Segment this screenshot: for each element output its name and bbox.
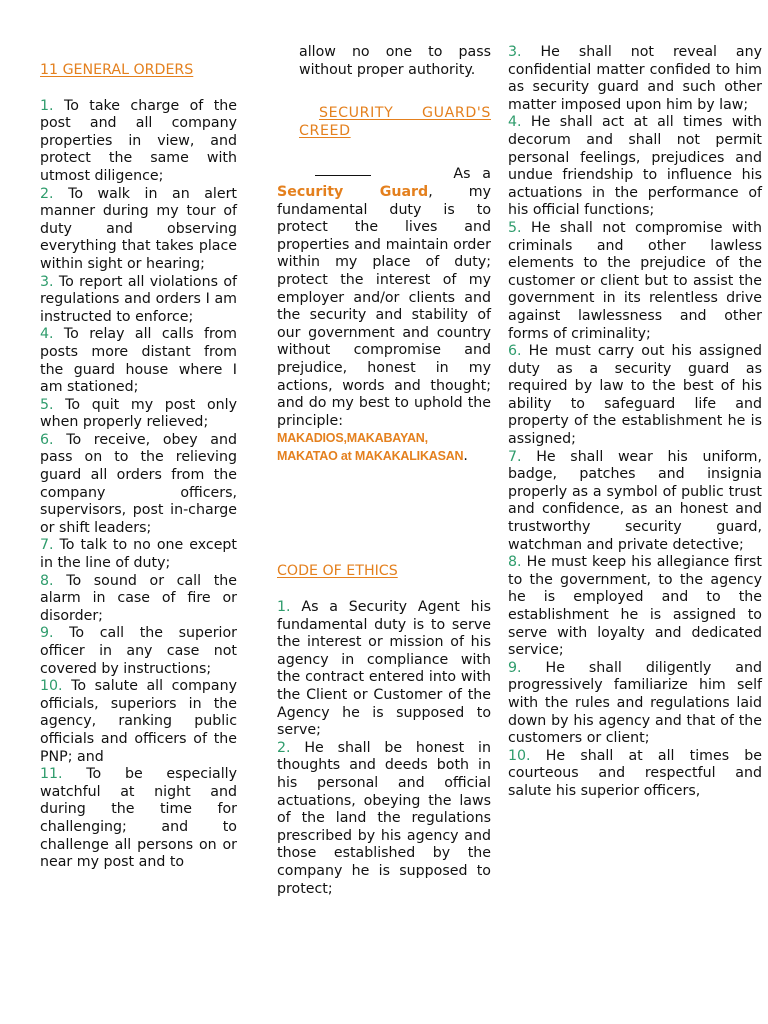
creed-principle: MAKADIOS,MAKABAYAN, MAKATAO at MAKAKALIKASAN. <box>277 431 468 464</box>
item-number: 6. <box>40 431 54 448</box>
list-item <box>508 748 762 801</box>
list-item <box>508 220 762 343</box>
list-item <box>40 432 237 538</box>
list-item <box>508 114 762 220</box>
item-text: To take charge of the post and all company properties in view, and protect the same with utmost diligence; <box>40 97 237 184</box>
item-number: 1. <box>277 599 291 616</box>
item-number: 8. <box>508 554 522 571</box>
list-item <box>508 44 762 114</box>
item-text: To report all violations of regulations and orders I am instructed to enforce; <box>40 273 237 325</box>
item-text: He shall not reveal any confidential matter confided to him as security guard and such other matter imposed upon him by law; <box>508 44 762 113</box>
item-text: To talk to no one except in the line of duty; <box>40 537 237 572</box>
list-item <box>40 537 237 572</box>
list-item <box>40 326 237 396</box>
item-number: 5. <box>40 396 54 413</box>
item-number: 6. <box>508 343 522 360</box>
item-number: 7. <box>508 448 522 465</box>
item-number: 4. <box>508 114 522 131</box>
item-number: 10. <box>40 678 63 695</box>
item-text: He shall wear his uniform, badge, patches and insignia properly as a symbol of public trust and confidence, as an honest and trustworthy security guard, watchman and private detective; <box>508 448 762 553</box>
list-item <box>40 625 237 678</box>
item-text: He must carry out his assigned duty as a security guard as required by law to the best of his ability to safeguard life and property of the establishment he is assigned; <box>508 343 762 448</box>
code-of-ethics-list-part1 <box>277 599 491 898</box>
item-text: He shall at all times be courteous and respectful and salute his superior officers, <box>508 747 762 799</box>
item-number: 7. <box>40 537 54 554</box>
list-item <box>40 766 237 872</box>
list-item <box>277 599 491 740</box>
item-number: 9. <box>40 625 54 642</box>
list-item <box>40 397 237 432</box>
item-number: 11. <box>40 766 63 783</box>
item-number: 4. <box>40 326 54 343</box>
list-item <box>40 573 237 626</box>
list-item <box>508 449 762 555</box>
item-text: He must keep his allegiance first to the government, to the agency he is employed and to the establishment he is assigned to serve with loyalty and dedicated service; <box>508 554 762 659</box>
list-item <box>508 343 762 449</box>
list-item <box>40 678 237 766</box>
code-of-ethics-heading: CODE OF ETHICS <box>277 563 398 580</box>
list-item <box>277 740 491 898</box>
item-number: 8. <box>40 572 54 589</box>
item-text: He shall act at all times with decorum and shall not permit personal feelings, prejudices and undue friendship to influence his actuations in the performance of his official functions; <box>508 114 762 219</box>
list-item <box>40 274 237 327</box>
creed-highlight: Security Guard <box>277 183 429 200</box>
item-number: 5. <box>508 219 522 236</box>
item-text: To sound or call the alarm in case of fire or disorder; <box>40 572 237 624</box>
list-item <box>40 98 237 186</box>
creed-paragraph: As a Security Guard, my fundamental duty is to protect the lives and properties and maintain order within my place of duty; protect the interest of my employer and/or clients and the security and stability of our government and country without compromise and prejudice, honest in my actions, words and thought; and do my best to uphold the principle: <box>277 166 491 429</box>
column-general-orders <box>40 44 237 872</box>
item-text: To quit my post only when properly relieved; <box>40 396 237 431</box>
item-number: 10. <box>508 747 531 764</box>
list-item <box>40 186 237 274</box>
item-text: He shall diligently and progressively familiarize him self with the rules and regulations laid down by his agency and that of the customers or client; <box>508 659 762 747</box>
column-code-of-ethics <box>508 44 762 801</box>
item-number: 2. <box>277 739 291 756</box>
blank-rule <box>315 175 371 176</box>
item-text: To salute all company officials, superiors in the agency, ranking public officials and officers of the PNP; and <box>40 678 237 765</box>
item-number: 2. <box>40 185 54 202</box>
item-text: To be especially watchful at night and during the time for challenging; and to challenge all persons on or near my post and to <box>40 766 237 871</box>
item-text: He shall not compromise with criminals and other lawless elements to the prejudice of the customer or client but to assist the government in its relentless drive against lawlessness and other forms of criminality; <box>508 219 762 342</box>
creed-heading: SECURITY GUARD'S CREED <box>299 105 491 139</box>
general-orders-heading: 11 GENERAL ORDERS <box>40 62 194 78</box>
item-text: To receive, obey and pass on to the relieving guard all orders from the company officers, supervisors, post in-charge or shift leaders; <box>40 431 237 536</box>
list-item <box>508 554 762 660</box>
item-number: 1. <box>40 97 54 114</box>
general-orders-list <box>40 98 237 872</box>
item-text: To call the superior officer in any case not covered by instructions; <box>40 625 237 677</box>
general-orders-continuation: allow no one to pass without proper authority. <box>299 44 491 78</box>
item-text: As a Security Agent his fundamental duty is to serve the interest or mission of his agency in compliance with the contract entered into with the Client or Customer of the Agency he is supposed to serve; <box>277 599 491 739</box>
column-creed <box>277 44 491 898</box>
item-text: He shall be honest in thoughts and deeds both in his personal and official actuations, obeying the laws of the land the regulations prescribed by his agency and those established by the company he is supposed to protect; <box>277 739 491 897</box>
item-text: To relay all calls from posts more distant from the guard house where I am stationed; <box>40 326 237 396</box>
item-number: 3. <box>508 44 522 60</box>
item-text: To walk in an alert manner during my tour of duty and observing everything that takes place within sight or hearing; <box>40 185 237 272</box>
list-item <box>508 660 762 748</box>
item-number: 3. <box>40 273 54 290</box>
item-number: 9. <box>508 659 522 676</box>
